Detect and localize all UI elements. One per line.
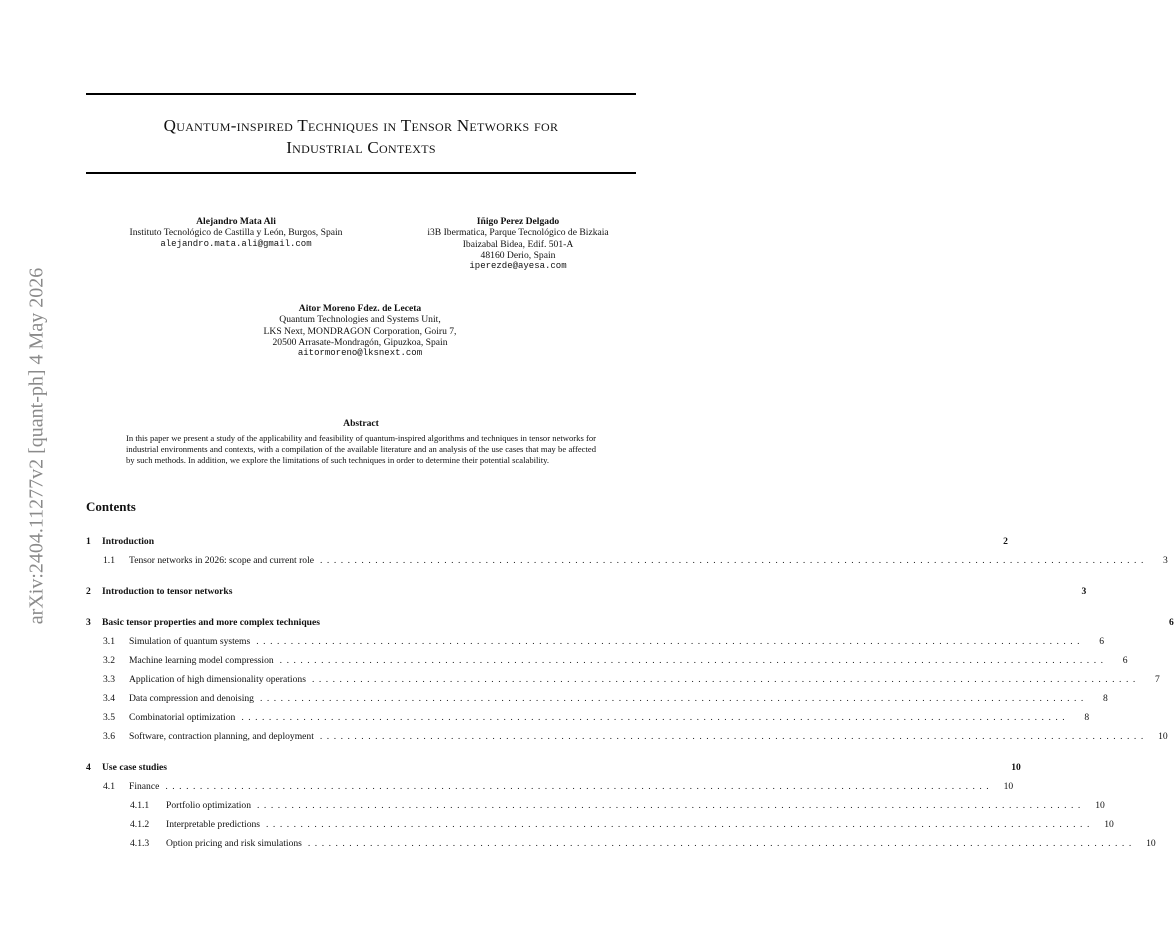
author-affiliation: i3B Ibermatica, Parque Tecnológico de Bizkaia xyxy=(427,227,609,239)
toc-entry-label: Application of high dimensionality operations xyxy=(129,674,306,685)
author-block-1 xyxy=(100,216,372,250)
toc-entry-label: Data compression and denoising xyxy=(129,693,254,704)
toc-dot-leader: ........................................................................................................................ xyxy=(320,555,1148,566)
toc-entry-label: Portfolio optimization xyxy=(166,800,252,811)
author-email: alejandro.mata.ali@gmail.com xyxy=(160,238,312,249)
toc-entry-page: 6 xyxy=(1169,617,1174,628)
author-name: Aitor Moreno Fdez. de Leceta xyxy=(298,303,422,314)
toc-entry-number: 4.1.3 xyxy=(130,838,150,849)
toc-entry[interactable] xyxy=(86,815,1114,834)
author-affiliation: Quantum Technologies and Systems Unit, xyxy=(279,314,441,326)
toc-dot-leader: ........................................................................................................................ xyxy=(307,838,1136,849)
title-line-1: Quantum-inspired Techniques in Tensor Networks for xyxy=(163,116,559,135)
toc-entry-number: 2 xyxy=(86,586,91,597)
author-email: iperezde@ayesa.com xyxy=(469,261,567,272)
toc-dot-leader: ........................................................................................................................ xyxy=(266,819,1094,830)
toc-entry-number: 1.1 xyxy=(103,555,115,566)
toc-entry-label: Basic tensor properties and more complex techniques xyxy=(102,617,320,628)
author-affiliation: 48160 Derio, Spain xyxy=(480,249,556,261)
toc-entry-page: 3 xyxy=(1081,586,1087,597)
toc-entry-label: Software, contraction planning, and deployment xyxy=(129,731,314,742)
toc-entry-label: Use case studies xyxy=(102,762,168,773)
author-affiliation: Instituto Tecnológico de Castilla y León, Burgos, Spain xyxy=(129,227,343,239)
toc-dot-leader: ........................................................................................................................ xyxy=(165,781,994,792)
toc-dot-leader: ........................................................................................................................ xyxy=(256,636,1085,647)
toc-entry-number: 3.5 xyxy=(103,712,115,723)
toc-entry-page: 10 xyxy=(1095,800,1105,811)
toc-entry-page: 7 xyxy=(1154,674,1160,685)
toc-entry[interactable] xyxy=(86,796,1105,815)
toc-entry[interactable] xyxy=(86,651,1128,670)
toc-entry-number: 4 xyxy=(86,762,91,773)
table-of-contents xyxy=(86,532,1174,853)
toc-dot-leader: ........................................................................................................................ xyxy=(311,674,1140,685)
toc-entry-number: 3.3 xyxy=(103,674,115,685)
toc-entry-page: 8 xyxy=(1102,693,1108,704)
toc-entry-label: Introduction to tensor networks xyxy=(102,586,233,597)
toc-entry-number: 3.6 xyxy=(103,731,115,742)
toc-entry[interactable] xyxy=(86,632,1105,651)
author-affiliation: 20500 Arrasate-Mondragón, Gipuzkoa, Spain xyxy=(272,336,448,348)
toc-entry[interactable] xyxy=(86,758,1021,777)
toc-dot-leader: ........................................................................................................................ xyxy=(279,655,1108,666)
toc-entry-page: 8 xyxy=(1084,712,1090,723)
author-block-3 xyxy=(220,303,500,359)
toc-entry[interactable] xyxy=(86,582,1087,601)
toc-dot-leader: ........................................................................................................................ xyxy=(241,712,1070,723)
toc-entry-number: 3.1 xyxy=(103,636,115,647)
paper-title xyxy=(86,115,636,159)
arxiv-identifier-text: arXiv:2404.11277v2 [quant-ph] 4 May 2026 xyxy=(25,267,48,625)
title-line-2: Industrial Contexts xyxy=(286,138,436,157)
title-top-rule xyxy=(86,93,636,95)
abstract-text: In this paper we present a study of the applicability and feasibility of quantum-inspired algorithms and techniques in tensor networks for industrial environments and contexts, with a compilation of the available literature and an analysis of the use cases that may be affected by such methods. In addition, we explore the limitations of such techniques in order to determine their potential scalability. xyxy=(126,433,596,465)
toc-dot-leader: ........................................................................................................................ xyxy=(259,693,1088,704)
toc-entry-page: 10 xyxy=(1158,731,1168,742)
toc-entry-number: 3.4 xyxy=(103,693,115,704)
toc-entry[interactable] xyxy=(86,834,1156,853)
toc-entry-number: 4.1.2 xyxy=(130,819,150,830)
toc-entry[interactable] xyxy=(86,727,1168,746)
toc-entry-page: 3 xyxy=(1163,555,1168,566)
toc-entry-number: 3 xyxy=(86,617,91,628)
toc-entry-page: 6 xyxy=(1122,655,1128,666)
toc-entry-number: 1 xyxy=(86,536,91,547)
author-affiliation: Ibaizabal Bidea, Edif. 501-A xyxy=(462,238,574,250)
toc-entry-page: 6 xyxy=(1099,636,1105,647)
toc-entry[interactable] xyxy=(86,777,1014,796)
toc-entry-label: Machine learning model compression xyxy=(129,655,274,666)
toc-entry-label: Introduction xyxy=(102,536,155,547)
abstract-heading: Abstract xyxy=(343,418,379,429)
toc-dot-leader: ........................................................................................................................ xyxy=(319,731,1148,742)
toc-entry-label: Finance xyxy=(129,781,160,792)
author-email: aitormoreno@lksnext.com xyxy=(297,348,423,359)
toc-entry-number: 4.1 xyxy=(103,781,115,792)
toc-entry-page: 10 xyxy=(1104,819,1114,830)
toc-entry-page: 10 xyxy=(1146,838,1156,849)
toc-entry[interactable] xyxy=(86,551,1168,570)
toc-entry[interactable] xyxy=(86,708,1090,727)
toc-entry-page: 10 xyxy=(1003,781,1014,792)
toc-entry-number: 3.2 xyxy=(103,655,115,666)
toc-entry-label: Combinatorial optimization xyxy=(129,712,236,723)
toc-entry-number: 4.1.1 xyxy=(130,800,150,811)
contents-heading: Contents xyxy=(86,499,136,514)
author-name: Iñigo Perez Delgado xyxy=(476,216,560,227)
toc-entry[interactable] xyxy=(86,689,1108,708)
author-name: Alejandro Mata Ali xyxy=(196,216,276,227)
toc-entry-label: Tensor networks in 2026: scope and current role xyxy=(129,555,315,566)
toc-entry[interactable] xyxy=(86,670,1160,689)
toc-entry[interactable] xyxy=(86,532,1008,551)
arxiv-identifier xyxy=(22,246,52,646)
toc-entry-page: 10 xyxy=(1011,762,1021,773)
title-bottom-rule xyxy=(86,172,636,174)
author-block-2 xyxy=(388,216,648,272)
toc-dot-leader: ........................................................................................................................ xyxy=(257,800,1085,811)
toc-entry-page: 2 xyxy=(1003,536,1008,547)
toc-entry[interactable] xyxy=(86,613,1174,632)
author-affiliation: LKS Next, MONDRAGON Corporation, Goiru 7, xyxy=(263,325,457,337)
toc-entry-label: Interpretable predictions xyxy=(166,819,261,830)
toc-entry-label: Option pricing and risk simulations xyxy=(166,838,302,849)
toc-entry-label: Simulation of quantum systems xyxy=(129,636,251,647)
